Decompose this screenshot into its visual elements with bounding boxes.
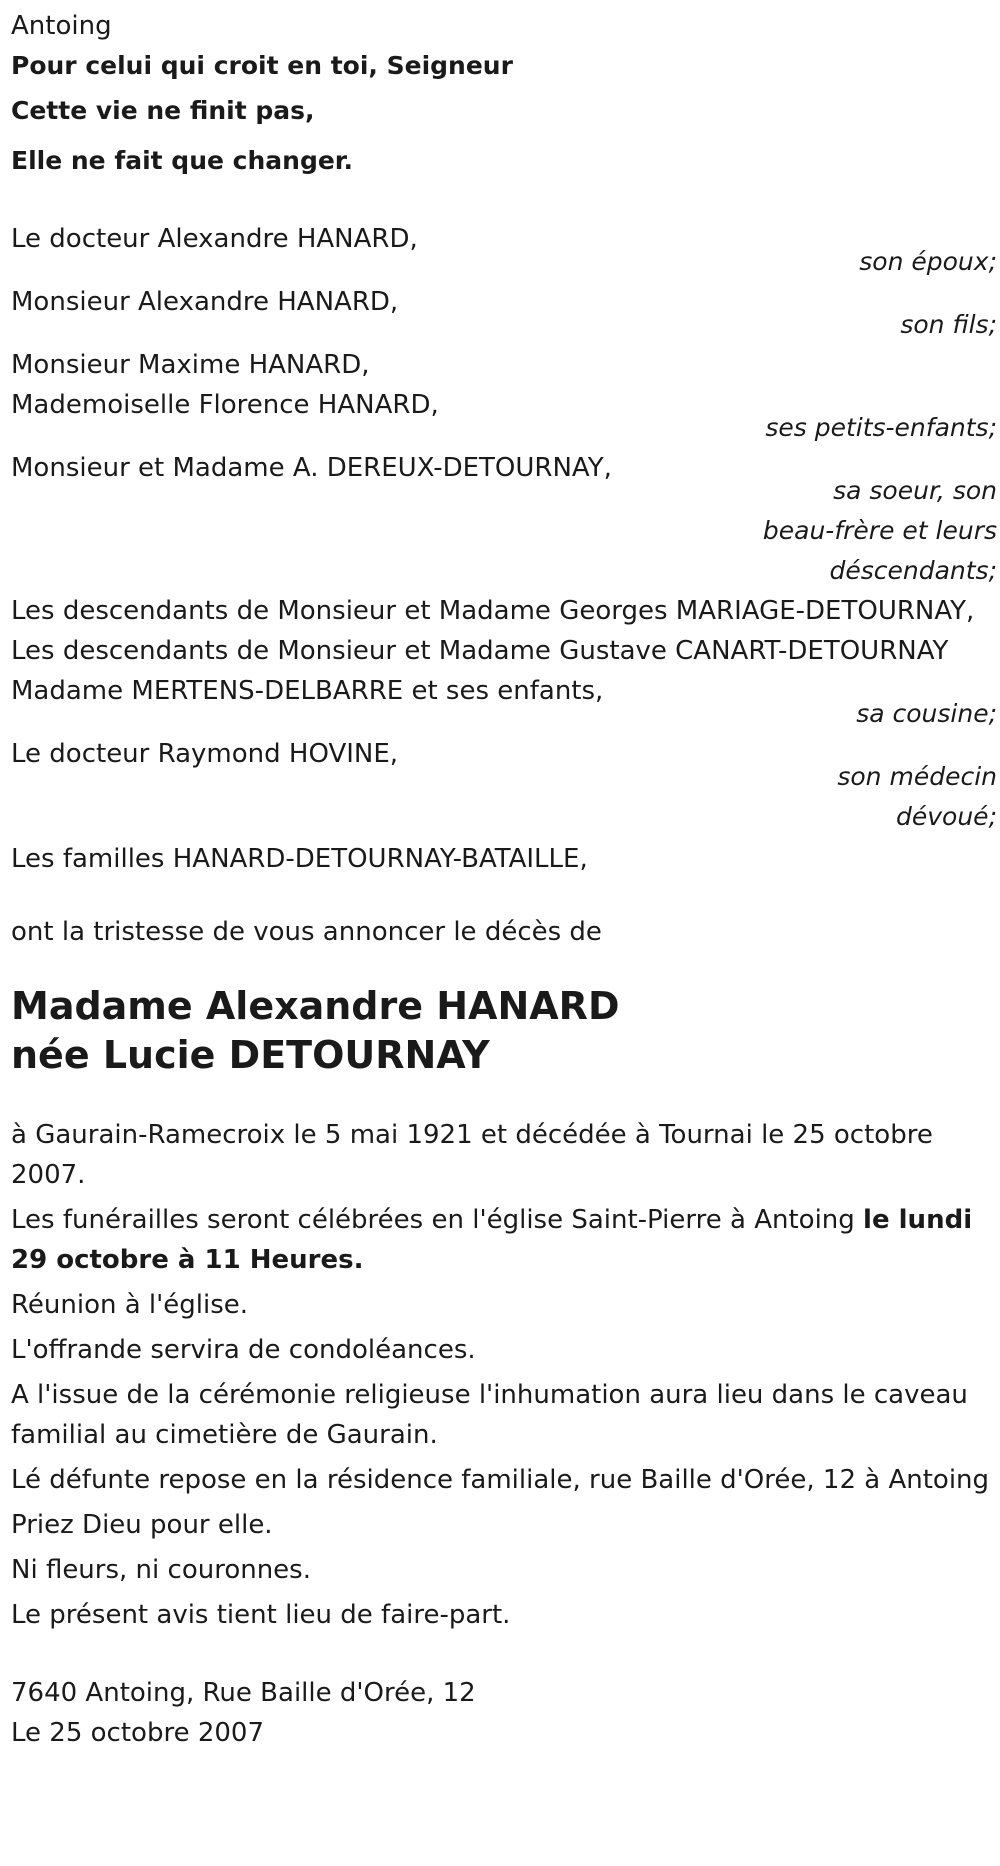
prayer-request: Priez Dieu pour elle.: [11, 1510, 273, 1540]
verse-line-3: Elle ne fait que changer.: [11, 146, 354, 175]
offering-info: L'offrande servira de condoléances.: [11, 1335, 476, 1365]
family-role: son époux;: [859, 247, 997, 276]
family-role: dévoué;: [896, 802, 997, 831]
verse-line-2: Cette vie ne finit pas,: [11, 96, 315, 125]
obituary-notice: [11, 6, 997, 1753]
family-entry-doctor: [11, 734, 997, 837]
family-role: sa cousine;: [856, 699, 997, 728]
family-name: Les familles HANARD-DETOURNAY-BATAILLE,: [11, 844, 588, 874]
family-role: son médecin: [837, 762, 997, 791]
location: Antoing: [11, 11, 112, 41]
faire-part-notice: Le présent avis tient lieu de faire-part.: [11, 1600, 511, 1630]
deceased-maiden-name: née Lucie DETOURNAY: [11, 1033, 490, 1077]
family-name: Madame MERTENS-DELBARRE et ses enfants,: [11, 676, 604, 706]
resting-place-info: Lé défunte repose en la résidence familiale, rue Baille d'Orée, 12 à Antoing: [11, 1465, 990, 1495]
reunion-info: Réunion à l'église.: [11, 1290, 249, 1320]
family-role: beau-frère et leurs: [762, 516, 997, 545]
footer-address: 7640 Antoing, Rue Baille d'Orée, 12: [11, 1678, 476, 1708]
family-entry-sister: [11, 448, 997, 591]
family-entry-families: [11, 839, 997, 879]
family-role: déscendants;: [829, 556, 997, 585]
family-role: sa soeur, son: [833, 476, 997, 505]
family-name: Les descendants de Monsieur et Madame Georges MARIAGE-DETOURNAY,: [11, 596, 975, 626]
verse-line-1: Pour celui qui croit en toi, Seigneur: [11, 51, 513, 80]
funeral-info: [11, 1200, 991, 1280]
family-name: Le docteur Alexandre HANARD,: [11, 224, 418, 254]
family-role: ses petits-enfants;: [765, 413, 997, 442]
family-entry-cousin: [11, 591, 997, 734]
family-entry-son: [11, 282, 997, 345]
family-entry-grandchildren: [11, 345, 997, 448]
family-name: Monsieur et Madame A. DEREUX-DETOURNAY,: [11, 453, 612, 483]
family-name: Les descendants de Monsieur et Madame Gustave CANART-DETOURNAY: [11, 636, 949, 666]
flowers-notice: Ni fleurs, ni couronnes.: [11, 1555, 311, 1585]
family-name: Monsieur Maxime HANARD,: [11, 350, 370, 380]
footer-date: Le 25 octobre 2007: [11, 1718, 264, 1748]
family-role: son fils;: [900, 310, 997, 339]
burial-info: A l'issue de la cérémonie religieuse l'inhumation aura lieu dans le caveau familial au cimetière de Gaurain.: [11, 1380, 968, 1450]
funeral-intro: Les funérailles seront célébrées en l'église Saint-Pierre à Antoing: [11, 1205, 864, 1235]
funeral-date: le lundi 29 octobre à 11 Heures.: [11, 1205, 973, 1275]
family-name: Le docteur Raymond HOVINE,: [11, 739, 399, 769]
family-name: Mademoiselle Florence HANARD,: [11, 390, 439, 420]
announcement: ont la tristesse de vous annoncer le décès de: [11, 917, 602, 947]
deceased-name: Madame Alexandre HANARD: [11, 984, 620, 1028]
birth-death-info: à Gaurain-Ramecroix le 5 mai 1921 et décédée à Tournai le 25 octobre 2007.: [11, 1120, 933, 1190]
family-entry-spouse: [11, 219, 997, 282]
family-name: Monsieur Alexandre HANARD,: [11, 287, 399, 317]
